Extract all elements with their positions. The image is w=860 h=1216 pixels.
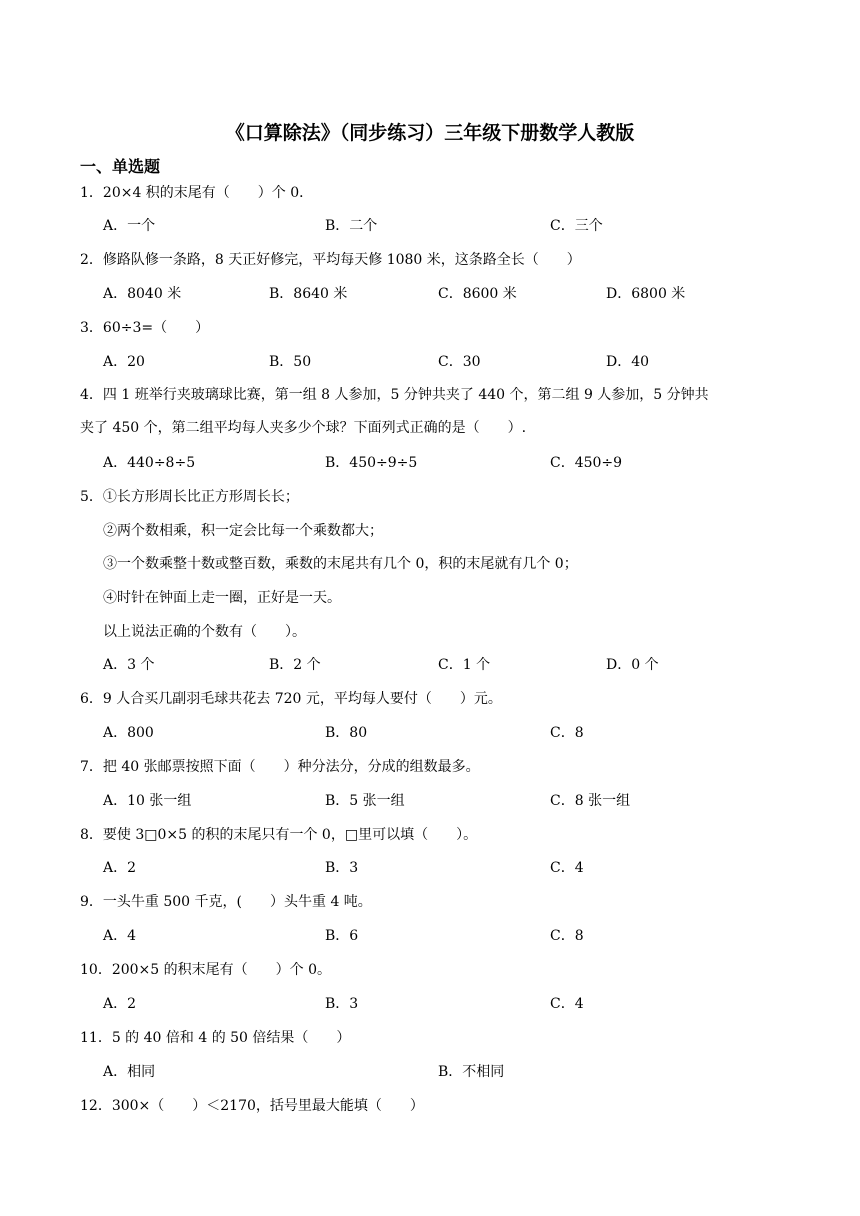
question-9-option-c: C．8 bbox=[550, 928, 584, 944]
question-10-stem: 10．200×5 的积末尾有（ ）个 0。 bbox=[80, 962, 331, 978]
question-6-option-c: C．8 bbox=[550, 725, 584, 741]
question-1-stem: 1．20×4 积的末尾有（ ）个 0． bbox=[80, 185, 314, 201]
question-12-stem: 12．300×（ ）＜2170，括号里最大能填（ ） bbox=[80, 1098, 424, 1114]
section-heading: 一、单选题 bbox=[80, 157, 161, 176]
question-3-option-a: A．20 bbox=[103, 354, 145, 370]
question-4-option-b: B．450÷9÷5 bbox=[325, 455, 418, 471]
question-10-option-b: B．3 bbox=[325, 996, 359, 1012]
question-5-option-d: D．0 个 bbox=[606, 657, 659, 673]
question-4-option-c: C．450÷9 bbox=[550, 455, 623, 471]
question-11-stem: 11．5 的 40 倍和 4 的 50 倍结果（ ） bbox=[80, 1030, 351, 1046]
question-11-option-b: B．不相同 bbox=[438, 1064, 505, 1080]
question-5-option-b: B．2 个 bbox=[269, 657, 321, 673]
question-2-option-a: A．8040 米 bbox=[103, 286, 182, 302]
question-5-statement-2: ②两个数相乘，积一定会比每一个乘数都大； bbox=[103, 523, 383, 539]
question-8-option-c: C．4 bbox=[550, 860, 584, 876]
question-2-stem: 2．修路队修一条路，8 天正好修完，平均每天修 1080 米，这条路全长（ ） bbox=[80, 252, 581, 268]
question-5-statement-3: ③一个数乘整十数或整百数，乘数的末尾共有几个 0，积的末尾就有几个 0； bbox=[103, 556, 578, 572]
question-4-option-a: A．440÷8÷5 bbox=[103, 455, 196, 471]
question-5-option-a: A．3 个 bbox=[103, 657, 155, 673]
question-8-option-a: A．2 bbox=[103, 860, 137, 876]
question-1-option-b: B．二个 bbox=[325, 218, 378, 234]
question-6-stem: 6．9 人合买几副羽毛球共花去 720 元，平均每人要付（ ）元。 bbox=[80, 691, 502, 707]
question-10-option-a: A．2 bbox=[103, 996, 137, 1012]
question-1-option-c: C．三个 bbox=[550, 218, 603, 234]
question-2-option-b: B．8640 米 bbox=[269, 286, 348, 302]
question-7-option-c: C．8 张一组 bbox=[550, 793, 631, 809]
question-9-option-b: B．6 bbox=[325, 928, 359, 944]
question-5-statement-4: ④时针在钟面上走一圈，正好是一天。 bbox=[103, 590, 341, 606]
question-8-option-b: B．3 bbox=[325, 860, 359, 876]
question-6-option-a: A．800 bbox=[103, 725, 154, 741]
question-5-stem: 5．①长方形周长比正方形周长长； bbox=[80, 489, 299, 505]
page-title: 《口算除法》（同步练习）三年级下册数学人教版 bbox=[225, 122, 635, 144]
question-8-stem: 8．要使 3□0×5 的积的末尾只有一个 0，□里可以填（ ）。 bbox=[80, 827, 478, 843]
question-6-option-b: B．80 bbox=[325, 725, 368, 741]
question-10-option-c: C．4 bbox=[550, 996, 584, 1012]
question-9-stem: 9．一头牛重 500 千克，( ）头牛重 4 吨。 bbox=[80, 894, 372, 910]
question-3-option-b: B．50 bbox=[269, 354, 312, 370]
question-3-stem: 3．60÷3=（ ） bbox=[80, 320, 210, 336]
question-5-option-c: C．1 个 bbox=[438, 657, 491, 673]
question-7-stem: 7．把 40 张邮票按照下面（ ）种分法分，分成的组数最多。 bbox=[80, 759, 480, 775]
question-2-option-d: D．6800 米 bbox=[606, 286, 686, 302]
question-2-option-c: C．8600 米 bbox=[438, 286, 517, 302]
question-3-option-c: C．30 bbox=[438, 354, 481, 370]
question-7-option-b: B．5 张一组 bbox=[325, 793, 405, 809]
question-11-option-a: A．相同 bbox=[103, 1064, 156, 1080]
question-7-option-a: A．10 张一组 bbox=[103, 793, 192, 809]
question-4-stem: 4．四 1 班举行夹玻璃球比赛，第一组 8 人参加，5 分钟共夹了 440 个，第二组 9 人参加，5 分钟共 bbox=[80, 387, 709, 403]
question-3-option-d: D．40 bbox=[606, 354, 650, 370]
question-4-stem-continued: 夹了 450 个，第二组平均每人夹多少个球？下面列式正确的是（ ）. bbox=[80, 420, 527, 436]
question-1-option-a: A．一个 bbox=[103, 218, 156, 234]
question-9-option-a: A．4 bbox=[103, 928, 137, 944]
question-5-prompt: 以上说法正确的个数有（ ）。 bbox=[103, 624, 306, 640]
